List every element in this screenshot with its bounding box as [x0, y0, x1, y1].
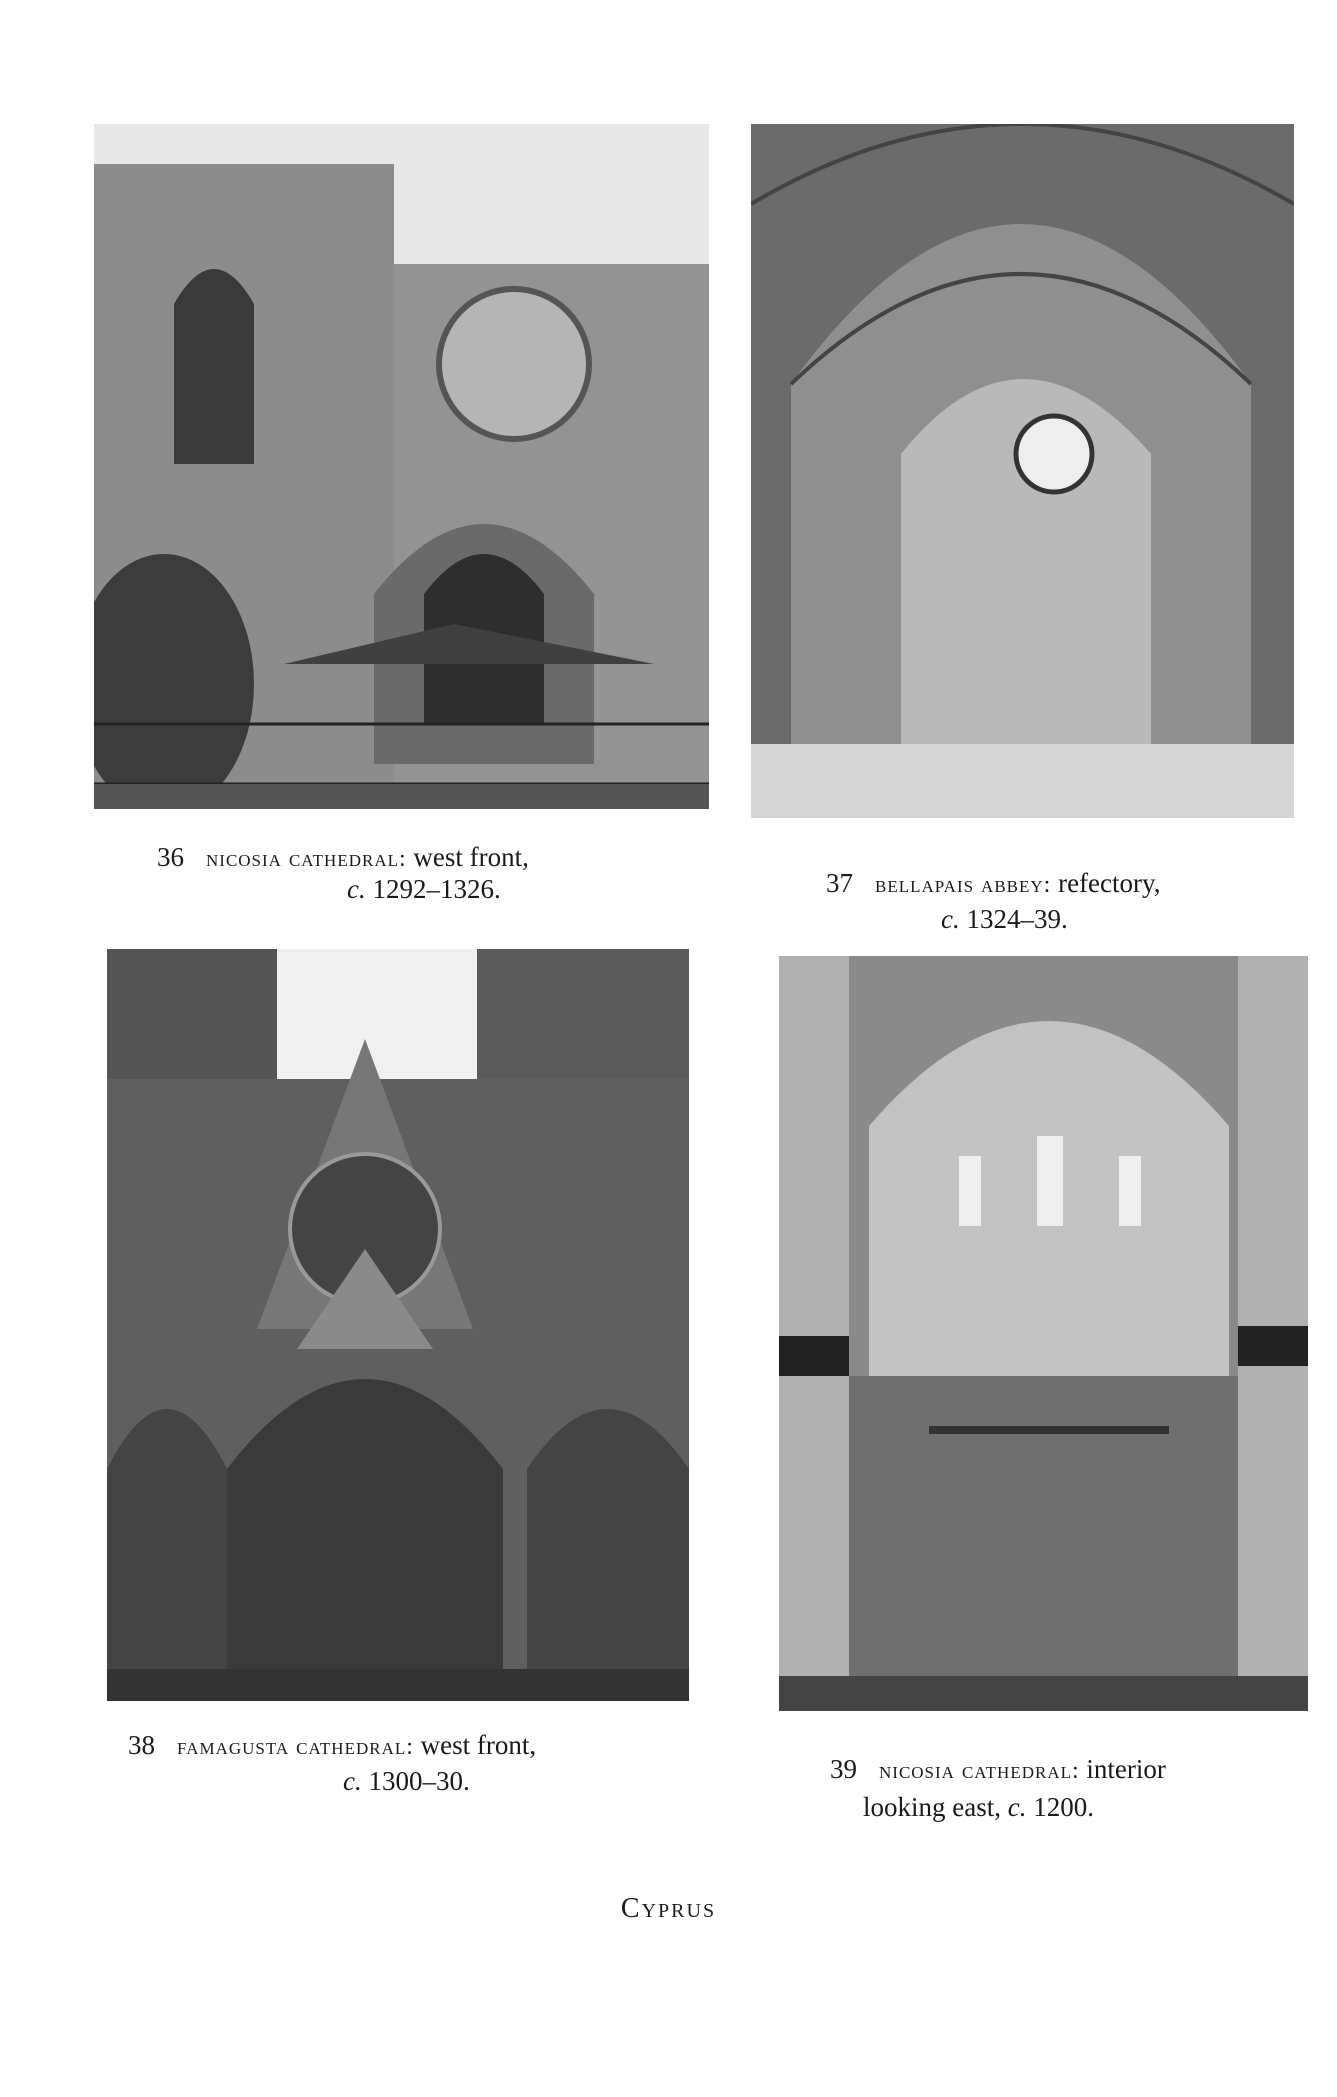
photo-nicosia-cathedral-interior [779, 956, 1308, 1711]
circa-abbrev: c. [343, 1766, 362, 1796]
plate-title: famagusta cathedral: [177, 1734, 414, 1760]
caption-plate-39 [830, 1752, 1166, 1822]
plate-title: bellapais abbey: [875, 872, 1052, 898]
caption-plate-36 [157, 840, 529, 904]
circa-abbrev: c. [347, 874, 366, 904]
photo-bellapais-abbey-refectory [751, 124, 1294, 818]
plate-description-cont: looking east, [863, 1792, 1001, 1822]
plate-date: 1300–30. [368, 1766, 470, 1796]
plate-title: nicosia cathedral: [206, 846, 407, 872]
photo-nicosia-cathedral-west-front [94, 124, 709, 809]
plate-date: 1324–39. [966, 904, 1068, 934]
plate-date: 1200. [1033, 1792, 1094, 1822]
plate-description: west front, [420, 1730, 537, 1760]
caption-plate-38 [128, 1728, 537, 1796]
plate-date: 1292–1326. [372, 874, 501, 904]
plate-number: 37 [826, 868, 853, 898]
running-footer: Cyprus [620, 1893, 717, 1924]
plate-description: west front, [413, 842, 529, 872]
circa-abbrev: c. [1007, 1792, 1027, 1822]
caption-plate-37 [826, 866, 1161, 934]
plate-number: 36 [157, 842, 184, 872]
photo-famagusta-cathedral-west-front [107, 949, 689, 1701]
plate-description: refectory, [1058, 868, 1161, 898]
plate-description: interior [1086, 1754, 1166, 1784]
plate-title: nicosia cathedral: [879, 1758, 1080, 1784]
plate-number: 38 [128, 1730, 155, 1760]
plate-number: 39 [830, 1754, 857, 1784]
circa-abbrev: c. [941, 904, 960, 934]
